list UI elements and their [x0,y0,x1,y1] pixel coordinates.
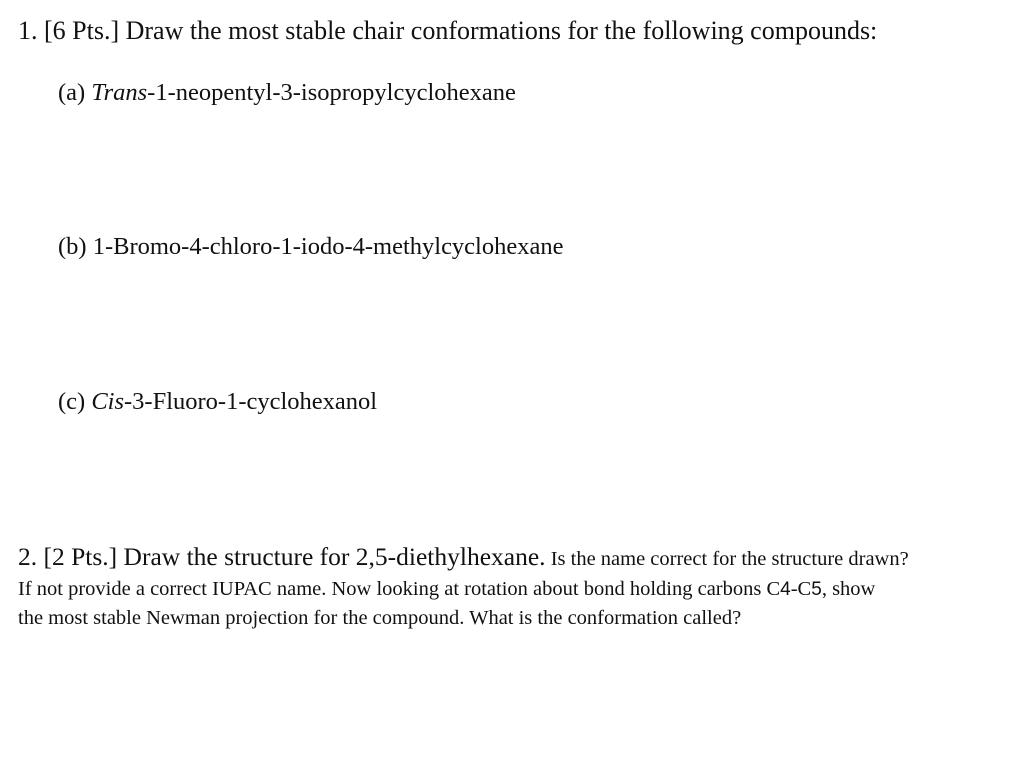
carbon-number-5: 5 [811,579,822,600]
question-2-line-3: the most stable Newman projection for the compound. What is the conformation called? [18,607,742,629]
question-2-line-2-mid: -C [790,578,812,600]
question-2-lead: 2. [2 Pts.] Draw the structure for 2,5-diethylhexane. [18,542,546,571]
question-2-line-2-start: If not provide a correct IUPAC name. Now looking at rotation about bond holding carbons C [18,578,781,600]
question-1b-compound-name: 1-Bromo-4-chloro-1-iodo-4-methylcyclohexane [92,233,564,260]
question-1a [58,81,516,106]
question-2-line-1 [18,543,1008,575]
question-1c-label: (c) [58,388,92,415]
question-1b-label: (b) [58,233,93,260]
question-2 [18,543,1008,633]
question-2-line-1-rest: Is the name correct for the structure drawn? [545,548,909,570]
question-1c-compound-name: -3-Fluoro-1-cyclohexanol [124,388,378,415]
question-2-line-2 [18,575,1008,604]
carbon-number-4: 4 [780,579,791,600]
question-1-heading: 1. [6 Pts.] Draw the most stable chair conformations for the following compounds: [18,16,878,45]
question-1c [58,390,377,415]
question-1a-stereo-prefix: Trans [91,79,148,106]
question-2-line-2-end: , show [821,578,876,600]
question-1a-compound-name: -1-neopentyl-3-isopropylcyclohexane [147,79,516,106]
question-1a-label: (a) [58,79,92,106]
question-1b [58,235,564,260]
question-1c-stereo-prefix: Cis [91,388,125,415]
